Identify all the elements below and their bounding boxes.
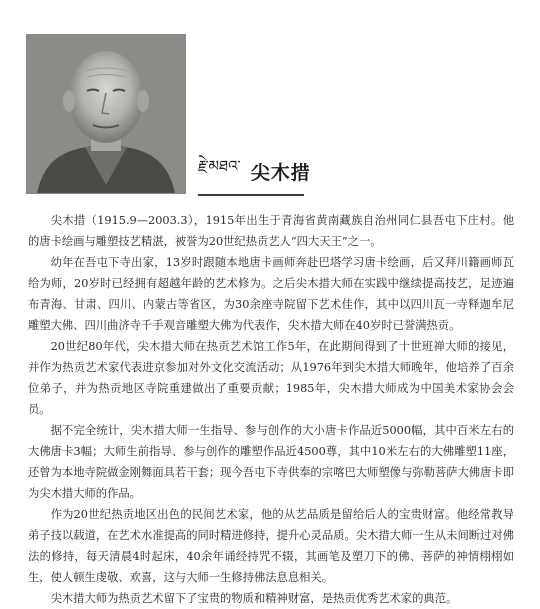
elderly-man-portrait-image xyxy=(27,35,185,193)
biography-paragraph: 幼年在吾屯下寺出家，13岁时跟随本地唐卡画师奔赴巴塔学习唐卡绘画，后又拜川籍画师瓦给为师，20岁时已经拥有超越年龄的艺术修为。之后尖木措大师在实践中继续提高技艺，足迹遍布青海、甘肃、四川、内蒙古等省区，为30余座寺院留下艺术佳作，其中以四川瓦一寺释迦牟尼雕塑大佛、四川曲济寺千手观音雕塑大佛为代表作，尖木措大师在40岁时已誉满热贡。 xyxy=(28,256,514,332)
portrait-photo xyxy=(26,34,186,194)
biography-paragraph: 尖木措（1915.9—2003.3），1915年出生于青海省黄南藏族自治州同仁县吾屯下庄村。他的唐卡绘画与雕塑技艺精湛，被誉为20世纪热贡艺人“四大天王”之一。 xyxy=(28,214,514,248)
chinese-name: 尖木措 xyxy=(250,161,311,184)
name-heading xyxy=(198,150,311,196)
biography-paragraph: 20世纪80年代，尖木措大师在热贡艺术馆工作5年，在此期间得到了十世班禅大师的接见，并作为热贡艺术家代表进京参加对外文化交流活动；从1976年到尖木措大师晚年，他培养了百余位弟子，并为热贡地区寺院重建做出了重要贡献；1985年，尖木措大师成为中国美术家协会会员。 xyxy=(28,340,514,416)
biography-paragraph: 据不完全统计，尖木措大师一生指导、参与创作的大小唐卡作品近5000幅，其中百米左右的大佛唐卡3幅；大师生前指导、参与创作的雕塑作品近4500尊，其中10米左右的大佛雕塑11座，还曾为本地寺院做金刚舞面具若干套；现今吾屯下寺供奉的宗喀巴大师塑像与弥勒菩萨大佛唐卡即为尖木措大师的作品。 xyxy=(28,424,514,500)
tibetan-name: རྗེ་མཐའ་ xyxy=(198,157,241,175)
biography-text xyxy=(28,210,514,609)
biography-paragraph: 作为20世纪热贡地区出色的民间艺术家，他的从艺品质是留给后人的宝贵财富。他经常教导弟子技以载道，在艺术水准提高的同时精进修持，提升心灵品质。尖木措大师一生从未间断过对佛法的修持，每天清晨4时起床，40余年诵经持咒不辍，其画笔及塑刀下的佛、菩萨的神情栩栩如生，使人顿生虔敬、欢喜，这与大师一生修持佛法息息相关。 xyxy=(28,508,514,584)
biography-paragraph: 尖木措大师为热贡艺术留下了宝贵的物质和精神财富，是热贡优秀艺术家的典范。 xyxy=(50,592,458,605)
